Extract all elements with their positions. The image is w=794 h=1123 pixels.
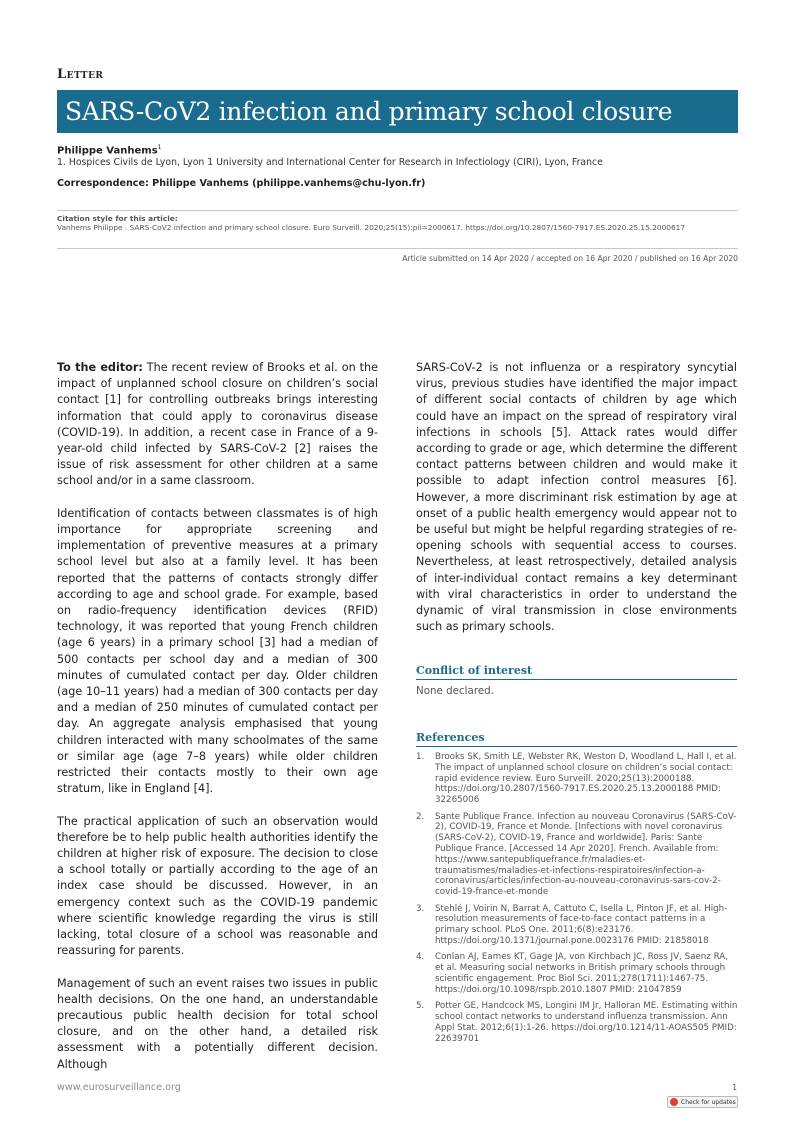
- title-banner: [57, 90, 738, 133]
- paragraph: The practical application of such an observation would therefore be to help public health authorities identify the children at higher risk of exposure. The decision to close a school totally or partially according to the age of an index case should be discussed. However, in an emergency context such as the COVID-19 pandemic where scientific knowledge regarding the virus is still lacking, total closure of a school was reasonable and reassuring for parents.: [57, 814, 378, 958]
- page-number: 1: [732, 1083, 737, 1092]
- reference-list: [416, 752, 738, 1050]
- affiliation-mark: 1: [157, 144, 162, 151]
- references-heading: References: [416, 731, 737, 747]
- correspondence[interactable]: Correspondence: Philippe Vanhems (philippe.vanhems@chu-lyon.fr): [57, 178, 426, 189]
- author-name: Philippe Vanhems$^1$: [57, 144, 162, 157]
- check-updates-icon: [670, 1098, 678, 1106]
- article-dates: Article submitted on 14 Apr 2020 / accepted on 16 Apr 2020 / published on 16 Apr 2020: [402, 254, 738, 263]
- conflict-heading: Conflict of interest: [416, 664, 737, 680]
- paragraph: Management of such an event raises two issues in public health decisions. On the one hand, an understandable precautious public health decision for total school closure, and on the other hand, a detailed risk assessment with a potentially different decision. Although: [57, 976, 378, 1071]
- paragraph: Identification of contacts between classmates is of high importance for appropriate screening and implementation of preventive measures at a primary school level but also at a family level. It has been reported that the patterns of contacts strongly differ according to age and school grade. For example, based on radio-frequency identification devices (RFID) technology, it was reported that young French children (age 6 years) in a primary school [3] had a median of 500 contacts per school day and a median of 300 minutes of cumulated contact per day. Older children (age 10–11 years) had a median of 300 contacts per day and a median of 250 minutes of cumulated contact per day. An aggregate analysis emphasised that young children interacted with many schoolmates of the same or similar age (age 7–8 years) while older children restricted their contacts mostly to their own age stratum, like in England [4].: [57, 506, 378, 796]
- check-updates-label: Check for updates: [681, 1098, 736, 1106]
- reference-item[interactable]: 1. Brooks SK, Smith LE, Webster RK, Weston D, Woodland L, Hall I, et al. The impact of unplanned school closure on children’s social contact: rapid evidence review. Euro Surveill. 2020;25(13):2000188. https://doi.org/10.2807/1560-7917.ES.2020.25.13.2000188 PMID: 32265006: [416, 752, 737, 806]
- section-label: Letter: [57, 67, 104, 82]
- divider: [57, 210, 738, 211]
- paragraph: SARS-CoV-2 is not influenza or a respiratory syncytial virus, previous studies have identified the major impact of different social contacts of children by age which could have an impact on the spread of respiratory viral infections in schools [5]. Attack rates would differ according to grade or age, which determine the different contact patterns between children and would make it possible to adapt infection control measures [6]. However, a more discriminant risk estimation by age at onset of a public health emergency would appear not to be useful but might be helpful regarding strategies of re-opening schools with sequential access to courses. Nevertheless, at least retrospectively, detailed analysis of inter-individual contact remains a key determinant with viral characteristics in order to understand the dynamic of viral transmission in close environments such as primary schools.: [416, 361, 737, 634]
- citation-label: Citation style for this article:: [57, 214, 178, 223]
- reference-item[interactable]: 2. Sante Publique France. Infection au nouveau Coronavirus (SARS-CoV-2), COVID-19, France et Monde. [Infections with novel coronavirus (SARS-CoV-2), COVID-19, France and worldwide]. Paris: Sante Publique France. [Accessed 14 Apr 2020]. French. Available from: https://www.santepubliquefrance.fr/maladies-et-traumatismes/maladies-et-infections-respiratoires/infection-a-coronavirus/articles/infection-au-nouveau-coronavirus-sars-cov-2-covid-19-france-et-monde: [416, 811, 737, 898]
- divider: [57, 248, 738, 249]
- body-column-right: [416, 360, 737, 652]
- reference-item[interactable]: 4. Conlan AJ, Eames KT, Gage JA, von Kirchbach JC, Ross JV, Saenz RA, et al. Measuring social networks in British primary schools through scientific engagement. Proc Biol Sci. 2011;278(1711):1467-75. https://doi.org/10.1098/rspb.2010.1807 PMID: 21047859: [416, 952, 728, 995]
- article-title: SARS-CoV2 infection and primary school closure: [65, 97, 673, 126]
- body-column-left: [57, 360, 378, 1089]
- check-updates-button[interactable]: [667, 1096, 738, 1108]
- footer-url[interactable]: www.eurosurveillance.org: [57, 1082, 181, 1093]
- citation-text[interactable]: Vanhems Philippe . SARS-CoV2 infection and primary school closure. Euro Surveill. 2020;25(15):pii=2000617. https://doi.org/10.2807/1560-7917.ES.2020.25.15.2000617: [57, 223, 686, 232]
- conflict-text: None declared.: [416, 685, 494, 697]
- reference-item[interactable]: 5. Potter GE, Handcock MS, Longini IM Jr, Halloran ME. Estimating within school contact networks to understand influenza transmission. Ann Appl Stat. 2012;6(1):1-26. https://doi.org/10.1214/11-AOAS505 PMID: 22639701: [416, 1001, 738, 1044]
- reference-item[interactable]: 3. Stehlé J, Voirin N, Barrat A, Cattuto C, Isella L, Pinton JF, et al. High-resolution measurements of face-to-face contact patterns in a primary school. PLoS One. 2011;6(8):e23176. https://doi.org/10.1371/journal.pone.0023176 PMID: 21858018: [416, 903, 728, 946]
- lead-in: To the editor:: [57, 361, 143, 374]
- paragraph: To the editor: The recent review of Brooks et al. on the impact of unplanned school closure on children’s social contact [1] for controlling outbreaks brings interesting information that could apply to coronavirus disease (COVID-19). In addition, a recent case in France of a 9-year-old child infected by SARS-CoV-2 [2] raises the issue of risk assessment for other children at a same school and/or in a same classroom.: [57, 361, 378, 488]
- affiliation: 1. Hospices Civils de Lyon, Lyon 1 University and International Center for Research in Infectiology (CIRI), Lyon, France: [57, 157, 603, 168]
